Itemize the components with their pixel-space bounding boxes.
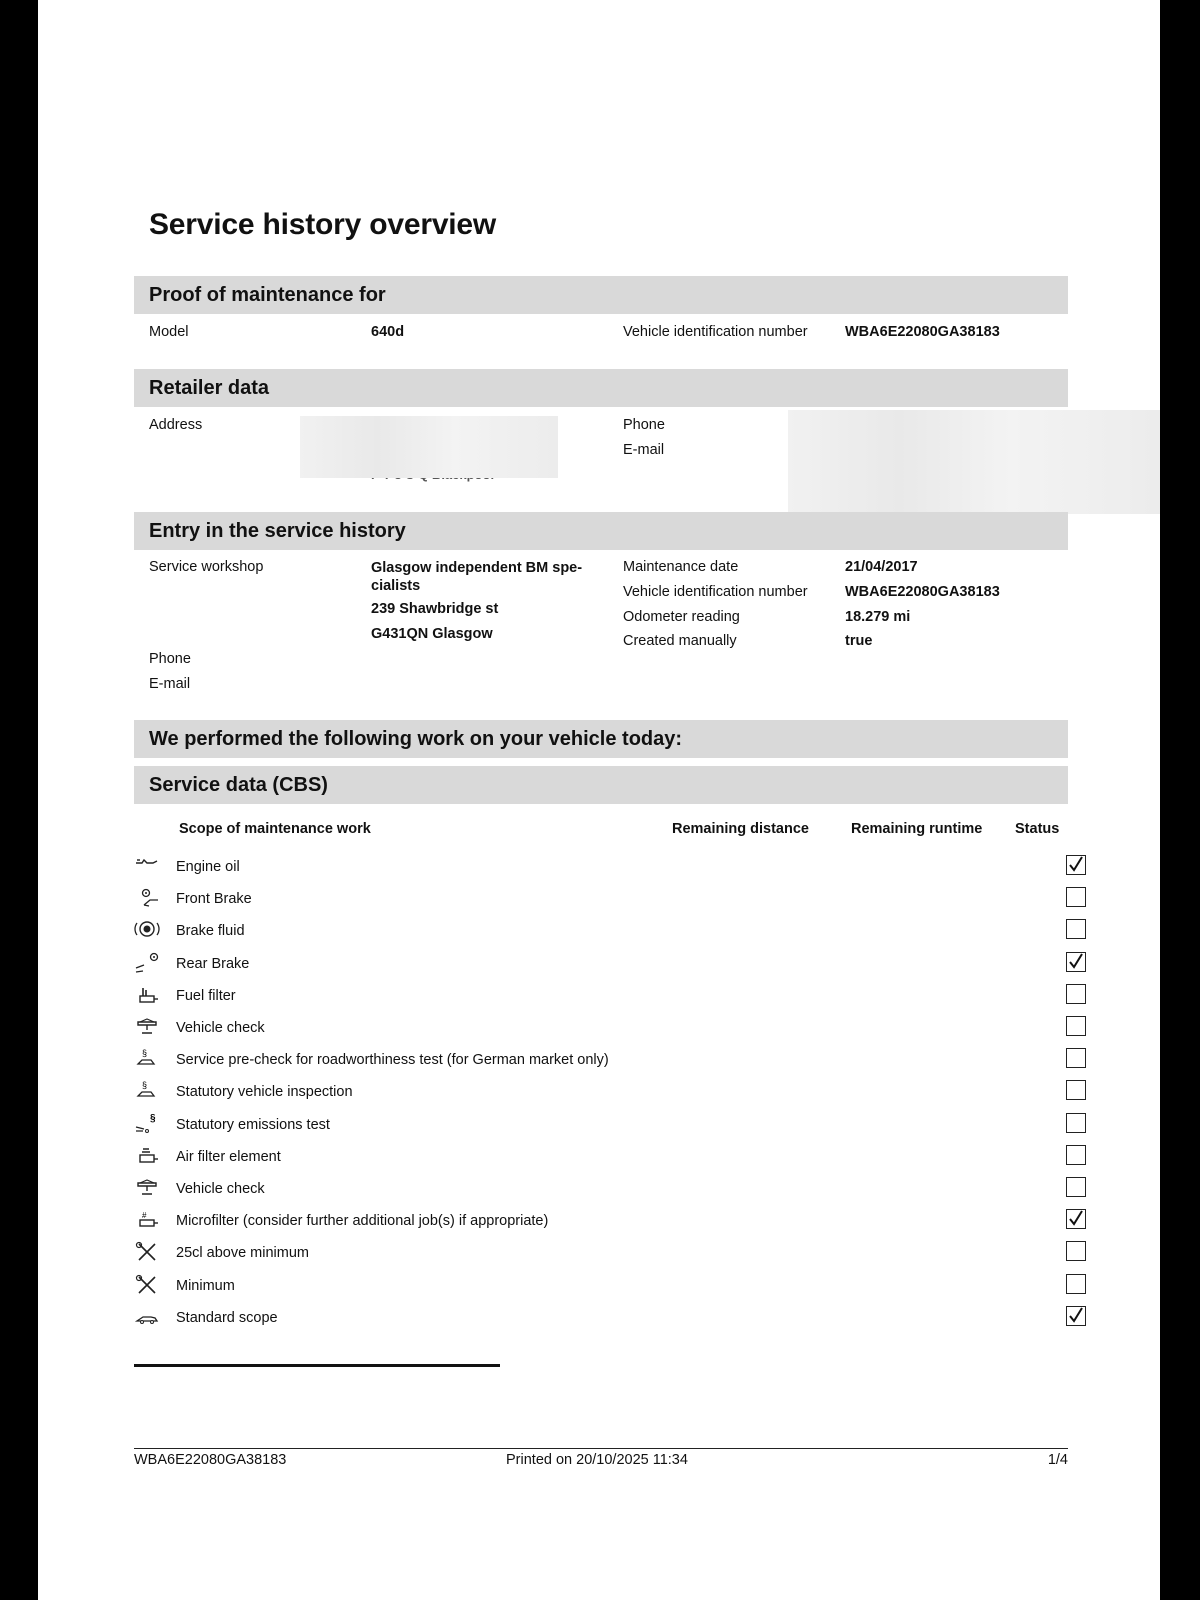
status-checkbox xyxy=(1066,1274,1086,1294)
retailer-section-header xyxy=(134,369,1068,407)
status-checkbox xyxy=(1066,1306,1086,1326)
workshop-city: G431QN Glasgow xyxy=(371,626,493,642)
svg-text:§: § xyxy=(142,1048,148,1058)
brake-fluid-icon xyxy=(134,919,162,941)
cbs-item-label: Service pre-check for roadworthiness test (for German market only) xyxy=(176,1052,609,1068)
model-value: 640d xyxy=(371,324,405,340)
cbs-item-label: Statutory emissions test xyxy=(176,1117,330,1133)
status-checkbox xyxy=(1066,887,1086,907)
status-checkbox xyxy=(1066,1241,1086,1261)
cbs-row xyxy=(134,917,1068,947)
proof-section-header xyxy=(134,276,1068,314)
engine-oil-icon xyxy=(134,855,162,877)
model-label: Model xyxy=(149,324,189,340)
page-title: Service history overview xyxy=(149,208,497,241)
footer-printed: Printed on 20/10/2025 11:34 xyxy=(506,1452,688,1468)
col-scope: Scope of maintenance work xyxy=(179,821,371,837)
cbs-row xyxy=(134,1239,1068,1269)
work-performed-heading: We performed the following work on your vehicle today: xyxy=(149,728,683,750)
tools-icon xyxy=(134,1241,162,1263)
status-checkbox xyxy=(1066,1145,1086,1165)
status-checkbox xyxy=(1066,1209,1086,1229)
workshop-name: Glasgow independent BM spe- cialists xyxy=(371,560,583,594)
created-manually-value: true xyxy=(845,633,873,649)
emissions-test-icon xyxy=(134,1113,162,1135)
maintenance-date-label: Maintenance date xyxy=(623,559,739,575)
cbs-item-label: Front Brake xyxy=(176,891,252,907)
col-distance: Remaining distance xyxy=(672,821,809,837)
proof-vin-value: WBA6E22080GA38183 xyxy=(845,324,1000,340)
document-page xyxy=(38,0,1160,1600)
maintenance-date-value: 21/04/2017 xyxy=(845,559,918,575)
cbs-row xyxy=(134,1014,1068,1044)
fuel-filter-icon xyxy=(134,984,162,1006)
separator-line xyxy=(134,1364,500,1367)
odometer-value: 18.279 mi xyxy=(845,609,911,625)
cbs-row xyxy=(134,885,1068,915)
workshop-phone-label: Phone xyxy=(149,651,191,667)
cbs-item-label: Rear Brake xyxy=(176,956,250,972)
svg-text:§: § xyxy=(150,1113,156,1124)
entry-heading: Entry in the service history xyxy=(149,520,406,542)
microfilter-icon xyxy=(134,1209,162,1231)
proof-vin-label: Vehicle identification number xyxy=(623,324,808,340)
vehicle-check-icon xyxy=(134,1177,162,1199)
cbs-section-header xyxy=(134,766,1068,804)
proof-heading: Proof of maintenance for xyxy=(149,284,386,306)
check-icon xyxy=(1068,1307,1084,1324)
workshop-email-label: E-mail xyxy=(149,676,191,692)
tools-icon xyxy=(134,1274,162,1296)
footer-rule xyxy=(134,1448,1068,1449)
status-checkbox xyxy=(1066,855,1086,875)
workshop-label: Service workshop xyxy=(149,559,264,575)
redacted-address xyxy=(300,416,558,478)
cbs-item-label: Brake fluid xyxy=(176,923,245,939)
status-checkbox xyxy=(1066,1080,1086,1100)
check-icon xyxy=(1068,953,1084,970)
cbs-heading: Service data (CBS) xyxy=(149,774,328,796)
cbs-row xyxy=(134,1078,1068,1108)
entry-vin-label: Vehicle identification number xyxy=(623,584,808,600)
cbs-item-label: Minimum xyxy=(176,1278,235,1294)
workshop-street: 239 Shawbridge st xyxy=(371,601,499,617)
cbs-item-label: Standard scope xyxy=(176,1310,278,1326)
rear-brake-icon xyxy=(134,952,162,974)
created-manually-label: Created manually xyxy=(623,633,737,649)
entry-vin-value: WBA6E22080GA38183 xyxy=(845,584,1000,600)
status-checkbox xyxy=(1066,919,1086,939)
cbs-row xyxy=(134,853,1068,883)
retailer-heading: Retailer data xyxy=(149,377,270,399)
cbs-row xyxy=(134,1207,1068,1237)
front-brake-icon xyxy=(134,887,162,909)
cbs-item-label: Statutory vehicle inspection xyxy=(176,1084,353,1100)
svg-text:#: # xyxy=(142,1211,147,1220)
cbs-row xyxy=(134,1143,1068,1173)
col-status: Status xyxy=(1015,821,1060,837)
svg-text:§: § xyxy=(142,1080,148,1090)
footer-vin: WBA6E22080GA38183 xyxy=(134,1452,287,1468)
col-runtime: Remaining runtime xyxy=(851,821,983,837)
status-checkbox xyxy=(1066,1177,1086,1197)
check-icon xyxy=(1068,856,1084,873)
car-icon xyxy=(134,1306,162,1328)
cbs-row xyxy=(134,1175,1068,1205)
retailer-phone-label: Phone xyxy=(623,417,665,433)
cbs-row xyxy=(134,1111,1068,1141)
retailer-address-label: Address xyxy=(149,417,203,433)
cbs-row xyxy=(134,1304,1068,1334)
status-checkbox xyxy=(1066,1048,1086,1068)
cbs-item-label: Microfilter (consider further additional job(s) if appropriate) xyxy=(176,1213,549,1229)
status-checkbox xyxy=(1066,952,1086,972)
cbs-item-label: Air filter element xyxy=(176,1149,281,1165)
vehicle-check-icon xyxy=(134,1016,162,1038)
cbs-row xyxy=(134,1046,1068,1076)
cbs-item-label: Vehicle check xyxy=(176,1181,265,1197)
odometer-label: Odometer reading xyxy=(623,609,740,625)
status-checkbox xyxy=(1066,1113,1086,1133)
status-checkbox xyxy=(1066,1016,1086,1036)
retailer-email-label: E-mail xyxy=(623,442,665,458)
vehicle-inspection-icon xyxy=(134,1080,162,1102)
cbs-row xyxy=(134,1272,1068,1302)
check-icon xyxy=(1068,1210,1084,1227)
status-checkbox xyxy=(1066,984,1086,1004)
cbs-item-label: Vehicle check xyxy=(176,1020,265,1036)
work-performed-header xyxy=(134,720,1068,758)
footer-page: 1/4 xyxy=(1047,1452,1068,1468)
cbs-row xyxy=(134,950,1068,980)
cbs-row xyxy=(134,982,1068,1012)
redacted-contact xyxy=(788,410,1160,514)
entry-section-header xyxy=(134,512,1068,550)
cbs-item-label: Engine oil xyxy=(176,859,240,875)
cbs-item-label: 25cl above minimum xyxy=(176,1245,309,1261)
air-filter-icon xyxy=(134,1145,162,1167)
cbs-item-label: Fuel filter xyxy=(176,988,236,1004)
roadworthiness-icon xyxy=(134,1048,162,1070)
